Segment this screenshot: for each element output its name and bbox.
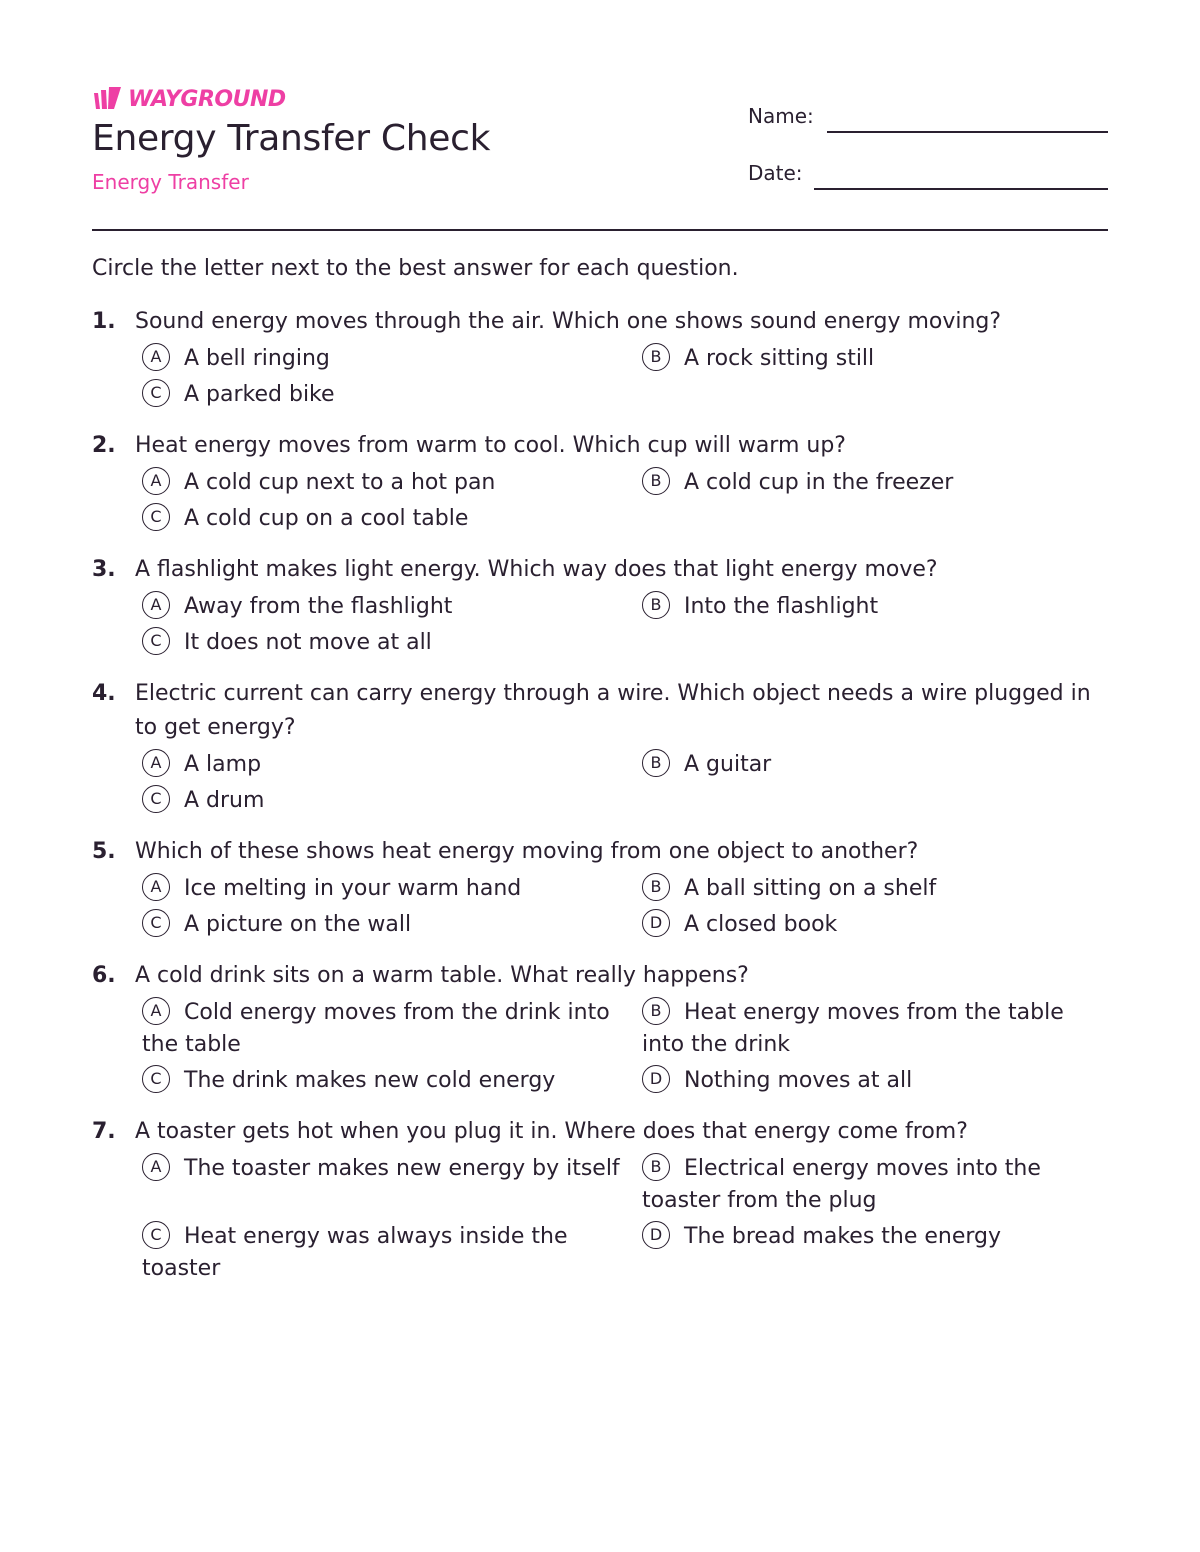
brand-logo xyxy=(92,86,286,112)
answer-option[interactable] xyxy=(142,1221,642,1285)
question-list xyxy=(92,305,1108,1303)
question-number: 5. xyxy=(92,839,116,864)
answer-letter-circle[interactable]: C xyxy=(142,785,170,813)
answer-text: Into the flashlight xyxy=(684,594,879,619)
answer-option[interactable] xyxy=(142,1153,642,1217)
answer-letter-circle[interactable]: B xyxy=(642,591,670,619)
question-2 xyxy=(92,429,1108,535)
answer-letter-circle[interactable]: C xyxy=(142,909,170,937)
answer-letter-circle[interactable]: B xyxy=(642,343,670,371)
answer-option[interactable] xyxy=(642,1065,1102,1097)
answer-option[interactable] xyxy=(142,627,642,659)
answer-option[interactable] xyxy=(642,343,1102,375)
answer-letter-circle[interactable]: C xyxy=(142,627,170,655)
answer-option[interactable] xyxy=(642,591,1102,623)
answer-letter-circle[interactable]: A xyxy=(142,749,170,777)
name-label: Name: xyxy=(748,104,814,128)
answer-text: A bell ringing xyxy=(184,346,330,371)
question-number: 3. xyxy=(92,557,116,582)
answer-option[interactable] xyxy=(142,379,642,411)
answer-option[interactable] xyxy=(642,749,1102,781)
answer-text: The drink makes new cold energy xyxy=(184,1068,556,1093)
answer-letter-circle[interactable]: C xyxy=(142,1221,170,1249)
question-3 xyxy=(92,553,1108,659)
answer-text: A ball sitting on a shelf xyxy=(684,876,937,901)
answer-option[interactable] xyxy=(642,909,1102,941)
answer-text: A cold cup in the freezer xyxy=(684,470,954,495)
answer-options xyxy=(142,343,1108,411)
question-number: 4. xyxy=(92,681,116,706)
answer-text: A parked bike xyxy=(184,382,335,407)
answer-letter-circle[interactable]: A xyxy=(142,1153,170,1181)
worksheet-title: Energy Transfer Check xyxy=(92,118,491,159)
brand-name: WAYGROUND xyxy=(128,86,286,112)
answer-letter-circle[interactable]: A xyxy=(142,343,170,371)
question-stem xyxy=(92,305,1108,339)
question-number: 6. xyxy=(92,963,116,988)
answer-letter-circle[interactable]: A xyxy=(142,591,170,619)
answer-text: A cold cup next to a hot pan xyxy=(184,470,496,495)
question-stem xyxy=(92,1115,1108,1149)
answer-option[interactable] xyxy=(642,467,1102,499)
question-text: A toaster gets hot when you plug it in. Where does that energy come from? xyxy=(135,1119,968,1144)
answer-letter-circle[interactable]: B xyxy=(642,1153,670,1181)
question-number: 7. xyxy=(92,1119,116,1144)
question-text: Which of these shows heat energy moving from one object to another? xyxy=(135,839,919,864)
answer-letter-circle[interactable]: B xyxy=(642,749,670,777)
answer-text: The toaster makes new energy by itself xyxy=(184,1156,620,1181)
answer-option[interactable] xyxy=(142,785,642,817)
answer-option[interactable] xyxy=(142,1065,642,1097)
worksheet-subtitle: Energy Transfer xyxy=(92,170,249,194)
answer-text: A drum xyxy=(184,788,265,813)
answer-text: Heat energy was always inside the toaster xyxy=(142,1224,568,1281)
answer-option[interactable] xyxy=(642,1153,1102,1217)
question-text: Sound energy moves through the air. Which one shows sound energy moving? xyxy=(135,309,1002,334)
question-5 xyxy=(92,835,1108,941)
answer-text: Nothing moves at all xyxy=(684,1068,913,1093)
answer-letter-circle[interactable]: C xyxy=(142,1065,170,1093)
answer-text: Heat energy moves from the table into the drink xyxy=(642,1000,1064,1057)
answer-text: A picture on the wall xyxy=(184,912,412,937)
question-stem xyxy=(92,959,1108,993)
instructions: Circle the letter next to the best answer for each question. xyxy=(92,256,739,281)
question-stem xyxy=(92,429,1108,463)
answer-letter-circle[interactable]: D xyxy=(642,909,670,937)
answer-letter-circle[interactable]: B xyxy=(642,467,670,495)
answer-option[interactable] xyxy=(642,873,1102,905)
answer-options xyxy=(142,749,1108,817)
answer-letter-circle[interactable]: B xyxy=(642,873,670,901)
header-divider xyxy=(92,229,1108,231)
question-stem xyxy=(92,835,1108,869)
answer-text: Ice melting in your warm hand xyxy=(184,876,522,901)
answer-letter-circle[interactable]: D xyxy=(642,1065,670,1093)
answer-text: Cold energy moves from the drink into the table xyxy=(142,1000,610,1057)
question-stem xyxy=(92,553,1108,587)
question-4 xyxy=(92,677,1108,817)
answer-option[interactable] xyxy=(142,997,642,1061)
question-number: 2. xyxy=(92,433,116,458)
question-number: 1. xyxy=(92,309,116,334)
answer-option[interactable] xyxy=(142,343,642,375)
answer-text: A lamp xyxy=(184,752,262,777)
answer-options xyxy=(142,873,1108,941)
answer-text: The bread makes the energy xyxy=(684,1224,1002,1249)
answer-text: It does not move at all xyxy=(184,630,432,655)
answer-text: Electrical energy moves into the toaster from the plug xyxy=(642,1156,1041,1213)
question-stem xyxy=(92,677,1108,745)
answer-options xyxy=(142,467,1108,535)
question-text: A cold drink sits on a warm table. What really happens? xyxy=(135,963,749,988)
answer-letter-circle[interactable]: D xyxy=(642,1221,670,1249)
question-text: Heat energy moves from warm to cool. Which cup will warm up? xyxy=(135,433,846,458)
question-text: A flashlight makes light energy. Which way does that light energy move? xyxy=(135,557,938,582)
answer-options xyxy=(142,1153,1108,1285)
question-7 xyxy=(92,1115,1108,1285)
answer-option[interactable] xyxy=(142,467,642,499)
answer-letter-circle[interactable]: C xyxy=(142,379,170,407)
answer-option[interactable] xyxy=(642,1221,1102,1285)
answer-letter-circle[interactable]: B xyxy=(642,997,670,1025)
answer-text: A rock sitting still xyxy=(684,346,875,371)
answer-options xyxy=(142,997,1108,1097)
question-6 xyxy=(92,959,1108,1097)
name-field-line[interactable] xyxy=(827,131,1108,133)
answer-option[interactable] xyxy=(142,591,642,623)
answer-option[interactable] xyxy=(642,997,1102,1061)
answer-option[interactable] xyxy=(142,503,642,535)
answer-option[interactable] xyxy=(142,909,642,941)
answer-option[interactable] xyxy=(142,873,642,905)
date-label: Date: xyxy=(748,161,803,185)
answer-letter-circle[interactable]: A xyxy=(142,997,170,1025)
answer-text: Away from the flashlight xyxy=(184,594,453,619)
answer-text: A closed book xyxy=(684,912,838,937)
date-field-line[interactable] xyxy=(814,188,1108,190)
answer-letter-circle[interactable]: A xyxy=(142,467,170,495)
answer-text: A cold cup on a cool table xyxy=(184,506,469,531)
answer-letter-circle[interactable]: A xyxy=(142,873,170,901)
answer-text: A guitar xyxy=(684,752,772,777)
question-text: Electric current can carry energy through a wire. Which object needs a wire plugged in to get energy? xyxy=(135,681,1091,740)
question-1 xyxy=(92,305,1108,411)
answer-options xyxy=(142,591,1108,659)
answer-option[interactable] xyxy=(142,749,642,781)
wayground-logo-icon xyxy=(92,87,122,111)
answer-letter-circle[interactable]: C xyxy=(142,503,170,531)
